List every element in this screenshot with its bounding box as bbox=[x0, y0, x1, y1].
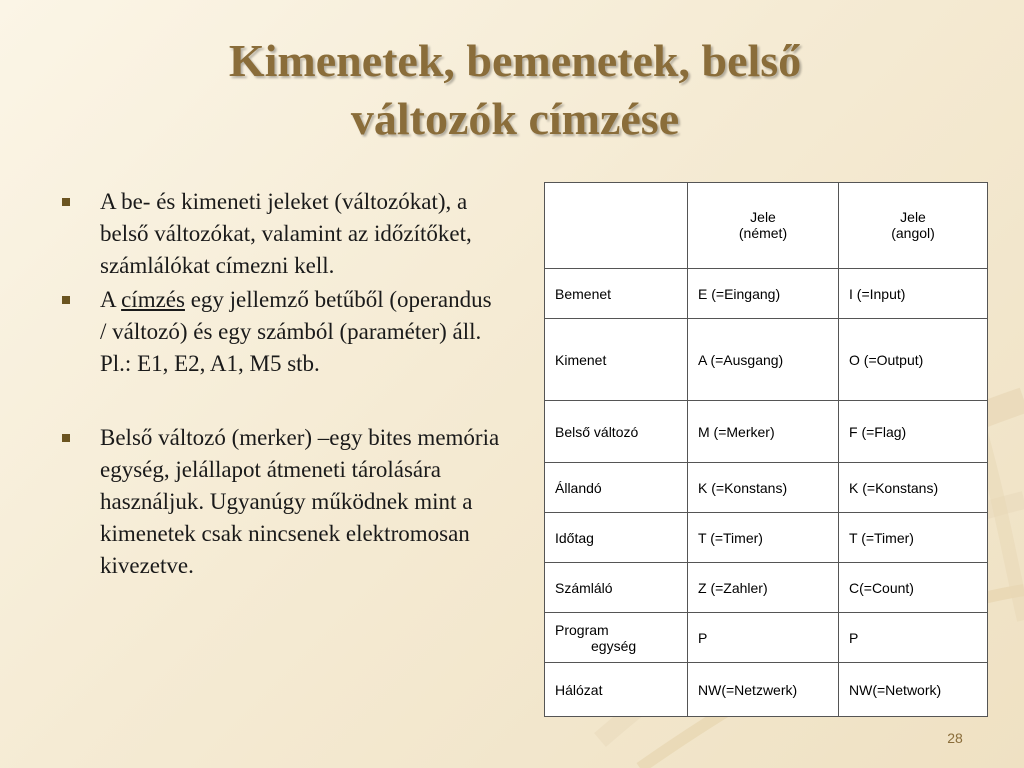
row-german: A (=Ausgang) bbox=[688, 319, 839, 401]
bullet-text-rest: egy jellemző betűből (operandus / változó) és egy számból (paraméter) áll. Pl.: E1, E2, A1, M5 stb. bbox=[100, 287, 492, 376]
table-header-german bbox=[688, 183, 839, 269]
table-header-empty bbox=[545, 183, 688, 269]
row-name: Állandó bbox=[545, 463, 688, 513]
row-name: Számláló bbox=[545, 563, 688, 613]
row-german: T (=Timer) bbox=[688, 513, 839, 563]
square-bullet-icon bbox=[62, 296, 70, 304]
header-german-line2: (német) bbox=[738, 225, 788, 241]
square-bullet-icon bbox=[62, 198, 70, 206]
table-row bbox=[545, 319, 988, 401]
row-english: I (=Input) bbox=[839, 269, 988, 319]
bullet-list bbox=[62, 186, 502, 582]
row-english: F (=Flag) bbox=[839, 401, 988, 463]
bullet-term-cimzes: címzés bbox=[121, 287, 185, 312]
row-german: E (=Eingang) bbox=[688, 269, 839, 319]
bullet-item-merker bbox=[62, 422, 502, 582]
row-german: P bbox=[688, 613, 839, 663]
table-row bbox=[545, 563, 988, 613]
row-english: T (=Timer) bbox=[839, 513, 988, 563]
table-header-row bbox=[545, 183, 988, 269]
header-english-line2: (angol) bbox=[891, 225, 935, 241]
bullet-item-address-format bbox=[62, 284, 502, 380]
table-row bbox=[545, 269, 988, 319]
row-german: Z (=Zahler) bbox=[688, 563, 839, 613]
row-english: K (=Konstans) bbox=[839, 463, 988, 513]
slide-title bbox=[100, 32, 930, 148]
bullet-text: A be- és kimeneti jeleket (változókat), a belső változókat, valamint az időzítőket, számlálókat címezni kell. bbox=[100, 189, 472, 278]
header-english-line1: Jele bbox=[900, 209, 926, 225]
row-name-line2: egység bbox=[591, 637, 637, 654]
row-name-line1: Program bbox=[555, 621, 609, 638]
row-english: C(=Count) bbox=[839, 563, 988, 613]
slide-title-line-2: változók címzése bbox=[350, 93, 680, 144]
table-header-english bbox=[839, 183, 988, 269]
table-row bbox=[545, 401, 988, 463]
row-name bbox=[545, 613, 688, 663]
page-number: 28 bbox=[947, 730, 963, 746]
row-english: O (=Output) bbox=[839, 319, 988, 401]
table-row bbox=[545, 613, 988, 663]
slide-title-line-1: Kimenetek, bemenetek, belső bbox=[228, 35, 802, 86]
bullet-text: Belső változó (merker) –egy bites memória egység, jelállapot átmeneti tárolására használjuk. Ugyanúgy működnek mint a kimenetek csak nincsenek elektromosan kivezetve. bbox=[100, 425, 500, 578]
table-row bbox=[545, 513, 988, 563]
row-name: Hálózat bbox=[545, 663, 688, 717]
table-row bbox=[545, 663, 988, 717]
row-name: Kimenet bbox=[545, 319, 688, 401]
row-name: Belső változó bbox=[545, 401, 688, 463]
table-row bbox=[545, 463, 988, 513]
row-english: NW(=Network) bbox=[839, 663, 988, 717]
header-german-line1: Jele bbox=[750, 209, 776, 225]
square-bullet-icon bbox=[62, 434, 70, 442]
address-table bbox=[544, 182, 988, 717]
row-german: K (=Konstans) bbox=[688, 463, 839, 513]
row-name: Időtag bbox=[545, 513, 688, 563]
row-english: P bbox=[839, 613, 988, 663]
row-name: Bemenet bbox=[545, 269, 688, 319]
row-german: NW(=Netzwerk) bbox=[688, 663, 839, 717]
bullet-item-addressing-need bbox=[62, 186, 502, 282]
bullet-text-prefix: A bbox=[100, 287, 122, 312]
row-german: M (=Merker) bbox=[688, 401, 839, 463]
